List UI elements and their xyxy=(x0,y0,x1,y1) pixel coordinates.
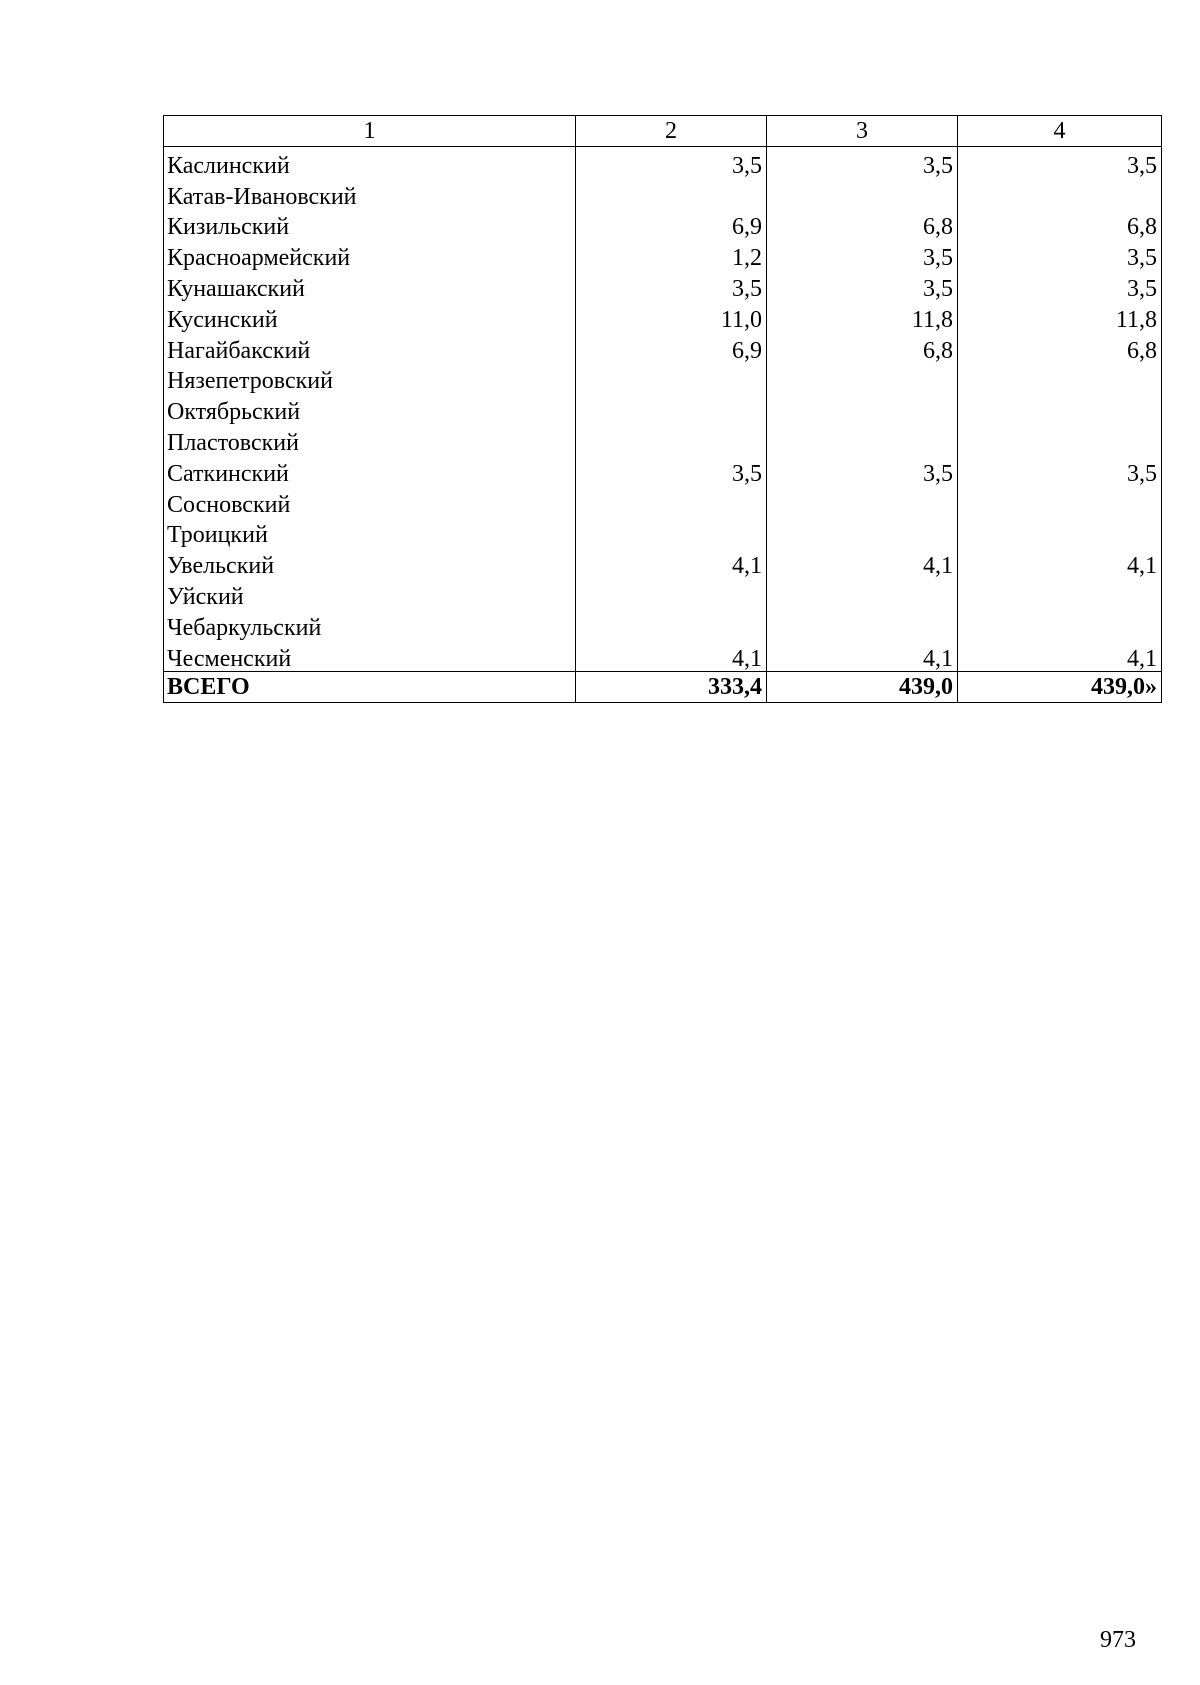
row-value-col4: 6,8 xyxy=(958,209,1162,240)
row-value-col4: 6,8 xyxy=(958,332,1162,363)
row-value-col4 xyxy=(958,609,1162,640)
row-district-name: Уйский xyxy=(164,578,576,609)
row-value-col4 xyxy=(958,424,1162,455)
row-value-col3 xyxy=(767,393,958,424)
row-value-col3 xyxy=(767,363,958,394)
row-district-name: Саткинский xyxy=(164,455,576,486)
row-value-col3 xyxy=(767,609,958,640)
row-value-col3 xyxy=(767,178,958,209)
row-value-col4 xyxy=(958,486,1162,517)
row-value-col4: 3,5 xyxy=(958,270,1162,301)
row-value-col3: 6,8 xyxy=(767,332,958,363)
row-value-col4: 11,8 xyxy=(958,301,1162,332)
row-value-col4 xyxy=(958,517,1162,548)
row-district-name: Кунашакский xyxy=(164,270,576,301)
row-value-col2 xyxy=(576,486,767,517)
row-district-name: Катав-Ивановский xyxy=(164,178,576,209)
row-value-col3: 4,1 xyxy=(767,640,958,671)
row-value-col4 xyxy=(958,178,1162,209)
table-row xyxy=(164,363,1162,394)
table-row xyxy=(164,455,1162,486)
row-value-col4 xyxy=(958,578,1162,609)
row-district-name: Чесменский xyxy=(164,640,576,671)
row-value-col4: 3,5 xyxy=(958,239,1162,270)
table-body xyxy=(164,147,1162,672)
row-district-name: Кусинский xyxy=(164,301,576,332)
table-row xyxy=(164,332,1162,363)
column-header-2: 2 xyxy=(576,116,767,147)
row-value-col4: 3,5 xyxy=(958,147,1162,178)
row-value-col3: 3,5 xyxy=(767,239,958,270)
row-district-name: Октябрьский xyxy=(164,393,576,424)
row-district-name: Нагайбакский xyxy=(164,332,576,363)
row-value-col2: 6,9 xyxy=(576,209,767,240)
row-value-col3 xyxy=(767,486,958,517)
row-district-name: Красноармейский xyxy=(164,239,576,270)
row-value-col2: 4,1 xyxy=(576,640,767,671)
table-row xyxy=(164,517,1162,548)
row-value-col4 xyxy=(958,363,1162,394)
table-row xyxy=(164,178,1162,209)
row-value-col3: 4,1 xyxy=(767,547,958,578)
column-header-1: 1 xyxy=(164,116,576,147)
row-value-col4 xyxy=(958,393,1162,424)
row-value-col3: 11,8 xyxy=(767,301,958,332)
table-row xyxy=(164,239,1162,270)
table-row xyxy=(164,578,1162,609)
row-value-col4: 4,1 xyxy=(958,640,1162,671)
row-value-col2 xyxy=(576,424,767,455)
row-value-col3: 6,8 xyxy=(767,209,958,240)
table-row xyxy=(164,424,1162,455)
row-district-name: Пластовский xyxy=(164,424,576,455)
row-district-name: Нязепетровский xyxy=(164,363,576,394)
row-value-col2: 3,5 xyxy=(576,455,767,486)
row-value-col2: 6,9 xyxy=(576,332,767,363)
table-row xyxy=(164,209,1162,240)
header-row xyxy=(164,116,1162,147)
table-row xyxy=(164,640,1162,671)
column-header-3: 3 xyxy=(767,116,958,147)
table-row xyxy=(164,486,1162,517)
row-value-col4: 4,1 xyxy=(958,547,1162,578)
total-value-col2: 333,4 xyxy=(576,671,767,702)
row-district-name: Чебаркульский xyxy=(164,609,576,640)
row-value-col2 xyxy=(576,609,767,640)
table-row xyxy=(164,270,1162,301)
row-value-col2: 4,1 xyxy=(576,547,767,578)
table-row xyxy=(164,609,1162,640)
row-value-col2: 11,0 xyxy=(576,301,767,332)
total-value-col4: 439,0» xyxy=(958,671,1162,702)
row-value-col3: 3,5 xyxy=(767,455,958,486)
total-row xyxy=(164,671,1162,702)
table-row xyxy=(164,393,1162,424)
table-row xyxy=(164,547,1162,578)
row-value-col2 xyxy=(576,578,767,609)
row-district-name: Каслинский xyxy=(164,147,576,178)
row-value-col2 xyxy=(576,393,767,424)
row-district-name: Кизильский xyxy=(164,209,576,240)
row-value-col2 xyxy=(576,178,767,209)
row-value-col3: 3,5 xyxy=(767,270,958,301)
row-value-col3 xyxy=(767,517,958,548)
row-value-col2 xyxy=(576,363,767,394)
row-district-name: Сосновский xyxy=(164,486,576,517)
row-district-name: Троицкий xyxy=(164,517,576,548)
row-value-col4: 3,5 xyxy=(958,455,1162,486)
row-value-col2 xyxy=(576,517,767,548)
row-value-col3 xyxy=(767,578,958,609)
row-value-col2: 3,5 xyxy=(576,147,767,178)
table-row xyxy=(164,147,1162,178)
total-value-col3: 439,0 xyxy=(767,671,958,702)
column-header-4: 4 xyxy=(958,116,1162,147)
page-number: 973 xyxy=(1100,1627,1136,1653)
row-value-col2: 1,2 xyxy=(576,239,767,270)
table-row xyxy=(164,301,1162,332)
row-district-name: Увельский xyxy=(164,547,576,578)
row-value-col2: 3,5 xyxy=(576,270,767,301)
total-label: ВСЕГО xyxy=(164,671,576,702)
row-value-col3: 3,5 xyxy=(767,147,958,178)
row-value-col3 xyxy=(767,424,958,455)
data-table xyxy=(163,115,1162,703)
